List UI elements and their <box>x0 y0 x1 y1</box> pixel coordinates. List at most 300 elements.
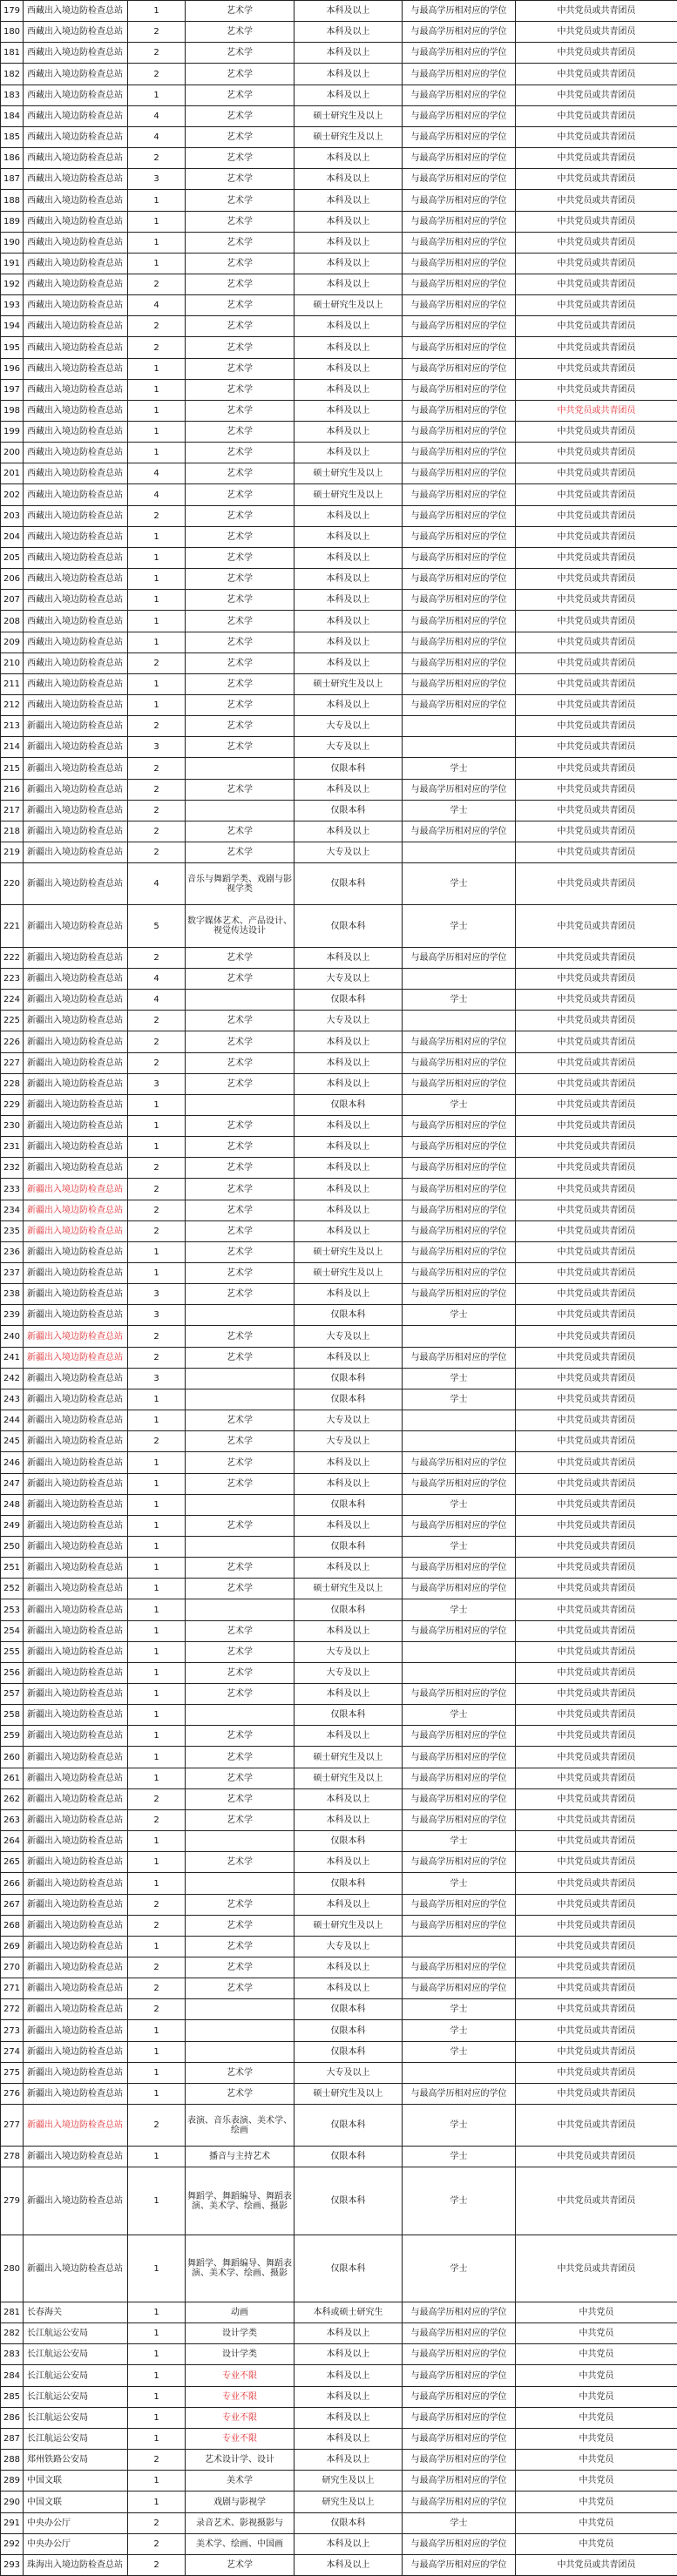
employer-cell: 新疆出入境边防检查总站 <box>24 1200 128 1221</box>
employer-cell: 新疆出入境边防检查总站 <box>24 1558 128 1579</box>
political-status-cell: 中共党员或共青团员 <box>516 1579 677 1599</box>
employer-cell: 新疆出入境边防检查总站 <box>24 737 128 758</box>
education-cell: 本科及以上 <box>294 22 403 43</box>
table-row <box>1 1410 677 1431</box>
political-status-cell: 中共党员或共青团员 <box>516 1011 677 1031</box>
major-cell: 艺术学 <box>186 716 294 737</box>
employer-cell: 西藏出入境边防检查总站 <box>24 43 128 64</box>
row-number-cell: 290 <box>1 2491 24 2513</box>
political-status-cell: 中共党员或共青团员 <box>516 484 677 506</box>
political-status-cell: 中共党员或共青团员 <box>516 1242 677 1263</box>
political-status-cell: 中共党员或共青团员 <box>516 674 677 695</box>
headcount-cell: 1 <box>128 1684 186 1705</box>
table-row <box>1 2063 677 2084</box>
political-status-cell: 中共党员或共青团员 <box>516 1474 677 1495</box>
employer-cell: 长春海关 <box>24 2302 128 2323</box>
political-status-cell: 中共党员 <box>516 2534 677 2555</box>
row-number-cell: 226 <box>1 1031 24 1053</box>
table-row <box>1 1895 677 1916</box>
major-cell: 艺术学 <box>186 148 294 169</box>
headcount-cell: 1 <box>128 2323 186 2344</box>
headcount-cell: 2 <box>128 1200 186 1221</box>
degree-cell <box>403 1011 516 1031</box>
degree-cell: 与最高学历相对应的学位 <box>403 233 516 254</box>
political-status-cell: 中共党员或共青团员 <box>516 1852 677 1873</box>
degree-cell: 与最高学历相对应的学位 <box>403 590 516 611</box>
row-number-cell: 257 <box>1 1684 24 1705</box>
table-row <box>1 1452 677 1474</box>
education-cell: 大专及以上 <box>294 716 403 737</box>
row-number-cell: 254 <box>1 1621 24 1642</box>
headcount-cell: 1 <box>128 1747 186 1768</box>
education-cell: 大专及以上 <box>294 737 403 758</box>
employer-cell: 西藏出入境边防检查总站 <box>24 463 128 484</box>
political-status-cell: 中共党员或共青团员 <box>516 1495 677 1516</box>
employer-cell: 中国文联 <box>24 2471 128 2491</box>
major-cell: 美术学、绘画、中国画 <box>186 2534 294 2555</box>
headcount-cell: 4 <box>128 990 186 1011</box>
major-cell: 艺术学 <box>186 1 294 22</box>
major-cell: 艺术学 <box>186 127 294 148</box>
table-row <box>1 1495 677 1516</box>
employer-cell: 西藏出入境边防检查总站 <box>24 506 128 527</box>
table-row <box>1 2105 677 2147</box>
row-number-cell: 196 <box>1 359 24 380</box>
table-row <box>1 1810 677 1831</box>
degree-cell: 学士 <box>403 1999 516 2020</box>
employer-cell: 新疆出入境边防检查总站 <box>24 1663 128 1684</box>
row-number-cell: 212 <box>1 695 24 716</box>
degree-cell <box>403 1431 516 1452</box>
degree-cell: 与最高学历相对应的学位 <box>403 2323 516 2344</box>
political-status-cell: 中共党员 <box>516 2450 677 2471</box>
employer-cell: 新疆出入境边防检查总站 <box>24 1389 128 1410</box>
major-cell: 数字媒体艺术、产品设计、视觉传达设计 <box>186 905 294 948</box>
employer-cell: 西藏出入境边防检查总站 <box>24 422 128 443</box>
education-cell: 硕士研究生及以上 <box>294 1768 403 1789</box>
education-cell: 大专及以上 <box>294 1663 403 1684</box>
employer-cell: 新疆出入境边防检查总站 <box>24 1263 128 1284</box>
row-number-cell: 186 <box>1 148 24 169</box>
education-cell: 本科及以上 <box>294 2323 403 2344</box>
employer-cell: 新疆出入境边防检查总站 <box>24 1642 128 1663</box>
degree-cell: 与最高学历相对应的学位 <box>403 1116 516 1137</box>
row-number-cell: 222 <box>1 948 24 969</box>
education-cell: 本科及以上 <box>294 1 403 22</box>
degree-cell <box>403 1326 516 1348</box>
political-status-cell: 中共党员或共青团员 <box>516 463 677 484</box>
political-status-cell: 中共党员或共青团员 <box>516 212 677 233</box>
degree-cell: 与最高学历相对应的学位 <box>403 1200 516 1221</box>
employer-cell: 新疆出入境边防检查总站 <box>24 948 128 969</box>
headcount-cell: 1 <box>128 1242 186 1263</box>
education-cell: 仅限本科 <box>294 2042 403 2063</box>
row-number-cell: 190 <box>1 233 24 254</box>
headcount-cell: 1 <box>128 2408 186 2429</box>
education-cell: 本科及以上 <box>294 274 403 295</box>
table-row <box>1 1326 677 1348</box>
education-cell: 本科及以上 <box>294 254 403 274</box>
education-cell: 硕士研究生及以上 <box>294 1916 403 1937</box>
table-row <box>1 1537 677 1558</box>
major-cell: 艺术学 <box>186 212 294 233</box>
education-cell: 硕士研究生及以上 <box>294 295 403 316</box>
table-row <box>1 43 677 64</box>
major-cell: 表演、音乐表演、美术学、绘画 <box>186 2105 294 2147</box>
major-cell: 艺术学 <box>186 969 294 990</box>
major-cell: 艺术学 <box>186 1179 294 1200</box>
table-row <box>1 106 677 127</box>
political-status-cell: 中共党员或共青团员 <box>516 2235 677 2302</box>
table-row <box>1 821 677 842</box>
table-row <box>1 1599 677 1621</box>
degree-cell: 与最高学历相对应的学位 <box>403 506 516 527</box>
major-cell: 艺术学 <box>186 1116 294 1137</box>
education-cell: 本科及以上 <box>294 64 403 85</box>
education-cell: 本科及以上 <box>294 1348 403 1369</box>
table-row <box>1 2167 677 2235</box>
headcount-cell: 1 <box>128 2020 186 2042</box>
political-status-cell: 中共党员或共青团员 <box>516 2063 677 2084</box>
row-number-cell: 199 <box>1 422 24 443</box>
education-cell: 本科及以上 <box>294 821 403 842</box>
employer-cell: 新疆出入境边防检查总站 <box>24 1705 128 1726</box>
table-row <box>1 674 677 695</box>
political-status-cell: 中共党员或共青团员 <box>516 569 677 590</box>
employer-cell: 西藏出入境边防检查总站 <box>24 611 128 632</box>
degree-cell <box>403 737 516 758</box>
education-cell: 大专及以上 <box>294 842 403 863</box>
employer-cell: 长江航运公安局 <box>24 2408 128 2429</box>
row-number-cell: 188 <box>1 190 24 212</box>
row-number-cell: 241 <box>1 1348 24 1369</box>
table-row <box>1 127 677 148</box>
headcount-cell: 4 <box>128 295 186 316</box>
headcount-cell: 2 <box>128 2450 186 2471</box>
education-cell: 本科及以上 <box>294 190 403 212</box>
employer-cell: 新疆出入境边防检查总站 <box>24 969 128 990</box>
table-row <box>1 948 677 969</box>
political-status-cell: 中共党员或共青团员 <box>516 1179 677 1200</box>
education-cell: 仅限本科 <box>294 1537 403 1558</box>
degree-cell: 与最高学历相对应的学位 <box>403 2302 516 2323</box>
table-row <box>1 611 677 632</box>
degree-cell: 与最高学历相对应的学位 <box>403 169 516 190</box>
table-row <box>1 1852 677 1873</box>
table-row <box>1 2020 677 2042</box>
employer-cell: 西藏出入境边防检查总站 <box>24 548 128 569</box>
employer-cell: 新疆出入境边防检查总站 <box>24 2042 128 2063</box>
table-row <box>1 780 677 801</box>
employer-cell: 新疆出入境边防检查总站 <box>24 1242 128 1263</box>
political-status-cell: 中共党员或共青团员 <box>516 274 677 295</box>
table-row <box>1 380 677 401</box>
employer-cell: 新疆出入境边防检查总站 <box>24 1474 128 1495</box>
political-status-cell: 中共党员或共青团员 <box>516 969 677 990</box>
table-row <box>1 2450 677 2471</box>
education-cell: 本科及以上 <box>294 1200 403 1221</box>
political-status-cell: 中共党员或共青团员 <box>516 22 677 43</box>
row-number-cell: 220 <box>1 863 24 905</box>
major-cell: 艺术学 <box>186 1916 294 1937</box>
degree-cell: 学士 <box>403 2105 516 2147</box>
row-number-cell: 280 <box>1 2235 24 2302</box>
degree-cell: 与最高学历相对应的学位 <box>403 1978 516 1999</box>
degree-cell: 与最高学历相对应的学位 <box>403 1221 516 1242</box>
employer-cell: 西藏出入境边防检查总站 <box>24 695 128 716</box>
headcount-cell: 1 <box>128 1516 186 1537</box>
headcount-cell: 4 <box>128 863 186 905</box>
degree-cell: 学士 <box>403 2235 516 2302</box>
row-number-cell: 256 <box>1 1663 24 1684</box>
degree-cell: 与最高学历相对应的学位 <box>403 463 516 484</box>
degree-cell: 与最高学历相对应的学位 <box>403 548 516 569</box>
headcount-cell: 2 <box>128 1999 186 2020</box>
row-number-cell: 238 <box>1 1284 24 1305</box>
row-number-cell: 209 <box>1 632 24 653</box>
major-cell: 设计学类 <box>186 2344 294 2365</box>
major-cell: 音乐与舞蹈学类、戏剧与影视学类 <box>186 863 294 905</box>
political-status-cell: 中共党员或共青团员 <box>516 1389 677 1410</box>
headcount-cell: 3 <box>128 737 186 758</box>
headcount-cell: 2 <box>128 148 186 169</box>
table-row <box>1 359 677 380</box>
table-body <box>1 1 677 2576</box>
major-cell: 艺术学 <box>186 2555 294 2576</box>
headcount-cell: 1 <box>128 569 186 590</box>
degree-cell: 与最高学历相对应的学位 <box>403 821 516 842</box>
degree-cell: 与最高学历相对应的学位 <box>403 1074 516 1095</box>
employer-cell: 西藏出入境边防检查总站 <box>24 674 128 695</box>
headcount-cell: 4 <box>128 463 186 484</box>
degree-cell: 与最高学历相对应的学位 <box>403 1158 516 1179</box>
degree-cell <box>403 969 516 990</box>
headcount-cell: 4 <box>128 106 186 127</box>
degree-cell <box>403 2063 516 2084</box>
degree-cell: 学士 <box>403 801 516 821</box>
table-row <box>1 212 677 233</box>
employer-cell: 新疆出入境边防检查总站 <box>24 2235 128 2302</box>
education-cell: 仅限本科 <box>294 1873 403 1895</box>
major-cell: 艺术学 <box>186 64 294 85</box>
headcount-cell: 2 <box>128 1221 186 1242</box>
major-cell: 专业不限 <box>186 2365 294 2387</box>
row-number-cell: 284 <box>1 2365 24 2387</box>
employer-cell: 中央办公厅 <box>24 2534 128 2555</box>
row-number-cell: 286 <box>1 2408 24 2429</box>
degree-cell: 与最高学历相对应的学位 <box>403 127 516 148</box>
education-cell: 本科及以上 <box>294 1957 403 1978</box>
degree-cell: 学士 <box>403 2513 516 2534</box>
headcount-cell: 1 <box>128 1852 186 1873</box>
education-cell: 本科及以上 <box>294 2534 403 2555</box>
row-number-cell: 216 <box>1 780 24 801</box>
education-cell: 仅限本科 <box>294 1999 403 2020</box>
political-status-cell: 中共党员或共青团员 <box>516 2105 677 2147</box>
education-cell: 本科及以上 <box>294 2344 403 2365</box>
headcount-cell: 1 <box>128 2491 186 2513</box>
table-row <box>1 1684 677 1705</box>
major-cell: 艺术学 <box>186 359 294 380</box>
row-number-cell: 197 <box>1 380 24 401</box>
political-status-cell: 中共党员或共青团员 <box>516 1705 677 1726</box>
education-cell: 本科及以上 <box>294 1284 403 1305</box>
major-cell: 艺术学 <box>186 1431 294 1452</box>
headcount-cell: 1 <box>128 359 186 380</box>
headcount-cell: 1 <box>128 2429 186 2450</box>
employer-cell: 郑州铁路公安局 <box>24 2450 128 2471</box>
major-cell: 艺术学 <box>186 842 294 863</box>
headcount-cell: 1 <box>128 611 186 632</box>
degree-cell: 与最高学历相对应的学位 <box>403 1810 516 1831</box>
row-number-cell: 287 <box>1 2429 24 2450</box>
degree-cell: 学士 <box>403 990 516 1011</box>
employer-cell: 新疆出入境边防检查总站 <box>24 1895 128 1916</box>
education-cell: 仅限本科 <box>294 801 403 821</box>
major-cell: 艺术学 <box>186 1452 294 1474</box>
degree-cell: 学士 <box>403 1705 516 1726</box>
row-number-cell: 189 <box>1 212 24 233</box>
education-cell: 本科及以上 <box>294 337 403 359</box>
education-cell: 本科及以上 <box>294 2365 403 2387</box>
degree-cell: 学士 <box>403 2042 516 2063</box>
major-cell <box>186 758 294 780</box>
education-cell: 本科及以上 <box>294 948 403 969</box>
headcount-cell: 1 <box>128 2084 186 2105</box>
row-number-cell: 293 <box>1 2555 24 2576</box>
employer-cell: 新疆出入境边防检查总站 <box>24 1284 128 1305</box>
employer-cell: 珠海出入境边防检查总站 <box>24 2555 128 2576</box>
political-status-cell: 中共党员或共青团员 <box>516 1642 677 1663</box>
row-number-cell: 279 <box>1 2167 24 2235</box>
table-row <box>1 1348 677 1369</box>
employer-cell: 新疆出入境边防检查总站 <box>24 1031 128 1053</box>
political-status-cell: 中共党员或共青团员 <box>516 632 677 653</box>
political-status-cell: 中共党员或共青团员 <box>516 1031 677 1053</box>
degree-cell <box>403 716 516 737</box>
table-row <box>1 85 677 106</box>
major-cell: 设计学类 <box>186 2323 294 2344</box>
headcount-cell: 2 <box>128 842 186 863</box>
row-number-cell: 242 <box>1 1369 24 1389</box>
major-cell: 艺术学 <box>186 1348 294 1369</box>
degree-cell: 学士 <box>403 1495 516 1516</box>
political-status-cell: 中共党员或共青团员 <box>516 2555 677 2576</box>
education-cell: 仅限本科 <box>294 2167 403 2235</box>
degree-cell: 与最高学历相对应的学位 <box>403 337 516 359</box>
political-status-cell: 中共党员或共青团员 <box>516 43 677 64</box>
headcount-cell: 1 <box>128 2042 186 2063</box>
row-number-cell: 249 <box>1 1516 24 1537</box>
table-row <box>1 1095 677 1116</box>
headcount-cell: 1 <box>128 1389 186 1410</box>
headcount-cell: 2 <box>128 1957 186 1978</box>
row-number-cell: 187 <box>1 169 24 190</box>
table-row <box>1 1474 677 1495</box>
headcount-cell: 2 <box>128 780 186 801</box>
employer-cell: 西藏出入境边防检查总站 <box>24 127 128 148</box>
major-cell: 专业不限 <box>186 2387 294 2408</box>
table-row <box>1 1642 677 1663</box>
major-cell: 录音艺术、影视摄影与 <box>186 2513 294 2534</box>
headcount-cell: 1 <box>128 1452 186 1474</box>
table-row <box>1 254 677 274</box>
political-status-cell: 中共党员 <box>516 2471 677 2491</box>
education-cell: 仅限本科 <box>294 2105 403 2147</box>
education-cell: 大专及以上 <box>294 969 403 990</box>
row-number-cell: 223 <box>1 969 24 990</box>
table-row <box>1 1431 677 1452</box>
employer-cell: 新疆出入境边防检查总站 <box>24 1431 128 1452</box>
headcount-cell: 1 <box>128 2235 186 2302</box>
major-cell: 艺术学 <box>186 1663 294 1684</box>
headcount-cell: 2 <box>128 1031 186 1053</box>
table-row <box>1 1158 677 1179</box>
table-row <box>1 1369 677 1389</box>
degree-cell: 与最高学历相对应的学位 <box>403 1747 516 1768</box>
political-status-cell: 中共党员或共青团员 <box>516 2042 677 2063</box>
employer-cell: 新疆出入境边防检查总站 <box>24 1095 128 1116</box>
table-row <box>1 1621 677 1642</box>
education-cell: 本科及以上 <box>294 780 403 801</box>
employer-cell: 新疆出入境边防检查总站 <box>24 1684 128 1705</box>
political-status-cell: 中共党员或共青团员 <box>516 1326 677 1348</box>
table-row <box>1 2147 677 2167</box>
table-row <box>1 2534 677 2555</box>
political-status-cell: 中共党员 <box>516 2344 677 2365</box>
education-cell: 大专及以上 <box>294 1011 403 1031</box>
degree-cell: 学士 <box>403 1369 516 1389</box>
headcount-cell: 2 <box>128 337 186 359</box>
major-cell: 艺术学 <box>186 611 294 632</box>
employer-cell: 新疆出入境边防检查总站 <box>24 1074 128 1095</box>
row-number-cell: 269 <box>1 1937 24 1957</box>
table-row <box>1 2365 677 2387</box>
row-number-cell: 203 <box>1 506 24 527</box>
education-cell: 本科及以上 <box>294 653 403 674</box>
employer-cell: 新疆出入境边防检查总站 <box>24 863 128 905</box>
political-status-cell: 中共党员或共青团员 <box>516 1158 677 1179</box>
education-cell: 本科及以上 <box>294 1158 403 1179</box>
education-cell: 硕士研究生及以上 <box>294 674 403 695</box>
political-status-cell: 中共党员或共青团员 <box>516 695 677 716</box>
education-cell: 本科及以上 <box>294 85 403 106</box>
row-number-cell: 183 <box>1 85 24 106</box>
headcount-cell: 1 <box>128 1558 186 1579</box>
education-cell: 本科及以上 <box>294 1179 403 1200</box>
table-row <box>1 316 677 337</box>
political-status-cell: 中共党员或共青团员 <box>516 527 677 548</box>
employer-cell: 新疆出入境边防检查总站 <box>24 1053 128 1074</box>
table-row <box>1 2042 677 2063</box>
major-cell: 艺术学 <box>186 569 294 590</box>
headcount-cell: 3 <box>128 1305 186 1326</box>
headcount-cell: 2 <box>128 506 186 527</box>
education-cell: 本科及以上 <box>294 695 403 716</box>
headcount-cell: 1 <box>128 527 186 548</box>
employer-cell: 西藏出入境边防检查总站 <box>24 632 128 653</box>
major-cell: 舞蹈学、舞蹈编导、舞蹈表演、美术学、绘画、摄影 <box>186 2235 294 2302</box>
headcount-cell: 3 <box>128 1284 186 1305</box>
degree-cell: 与最高学历相对应的学位 <box>403 1452 516 1474</box>
employer-cell: 新疆出入境边防检查总站 <box>24 1957 128 1978</box>
major-cell: 艺术学 <box>186 337 294 359</box>
political-status-cell: 中共党员或共青团员 <box>516 2147 677 2167</box>
education-cell: 本科及以上 <box>294 43 403 64</box>
major-cell: 艺术学 <box>186 1726 294 1747</box>
employer-cell: 西藏出入境边防检查总站 <box>24 359 128 380</box>
major-cell <box>186 1831 294 1852</box>
